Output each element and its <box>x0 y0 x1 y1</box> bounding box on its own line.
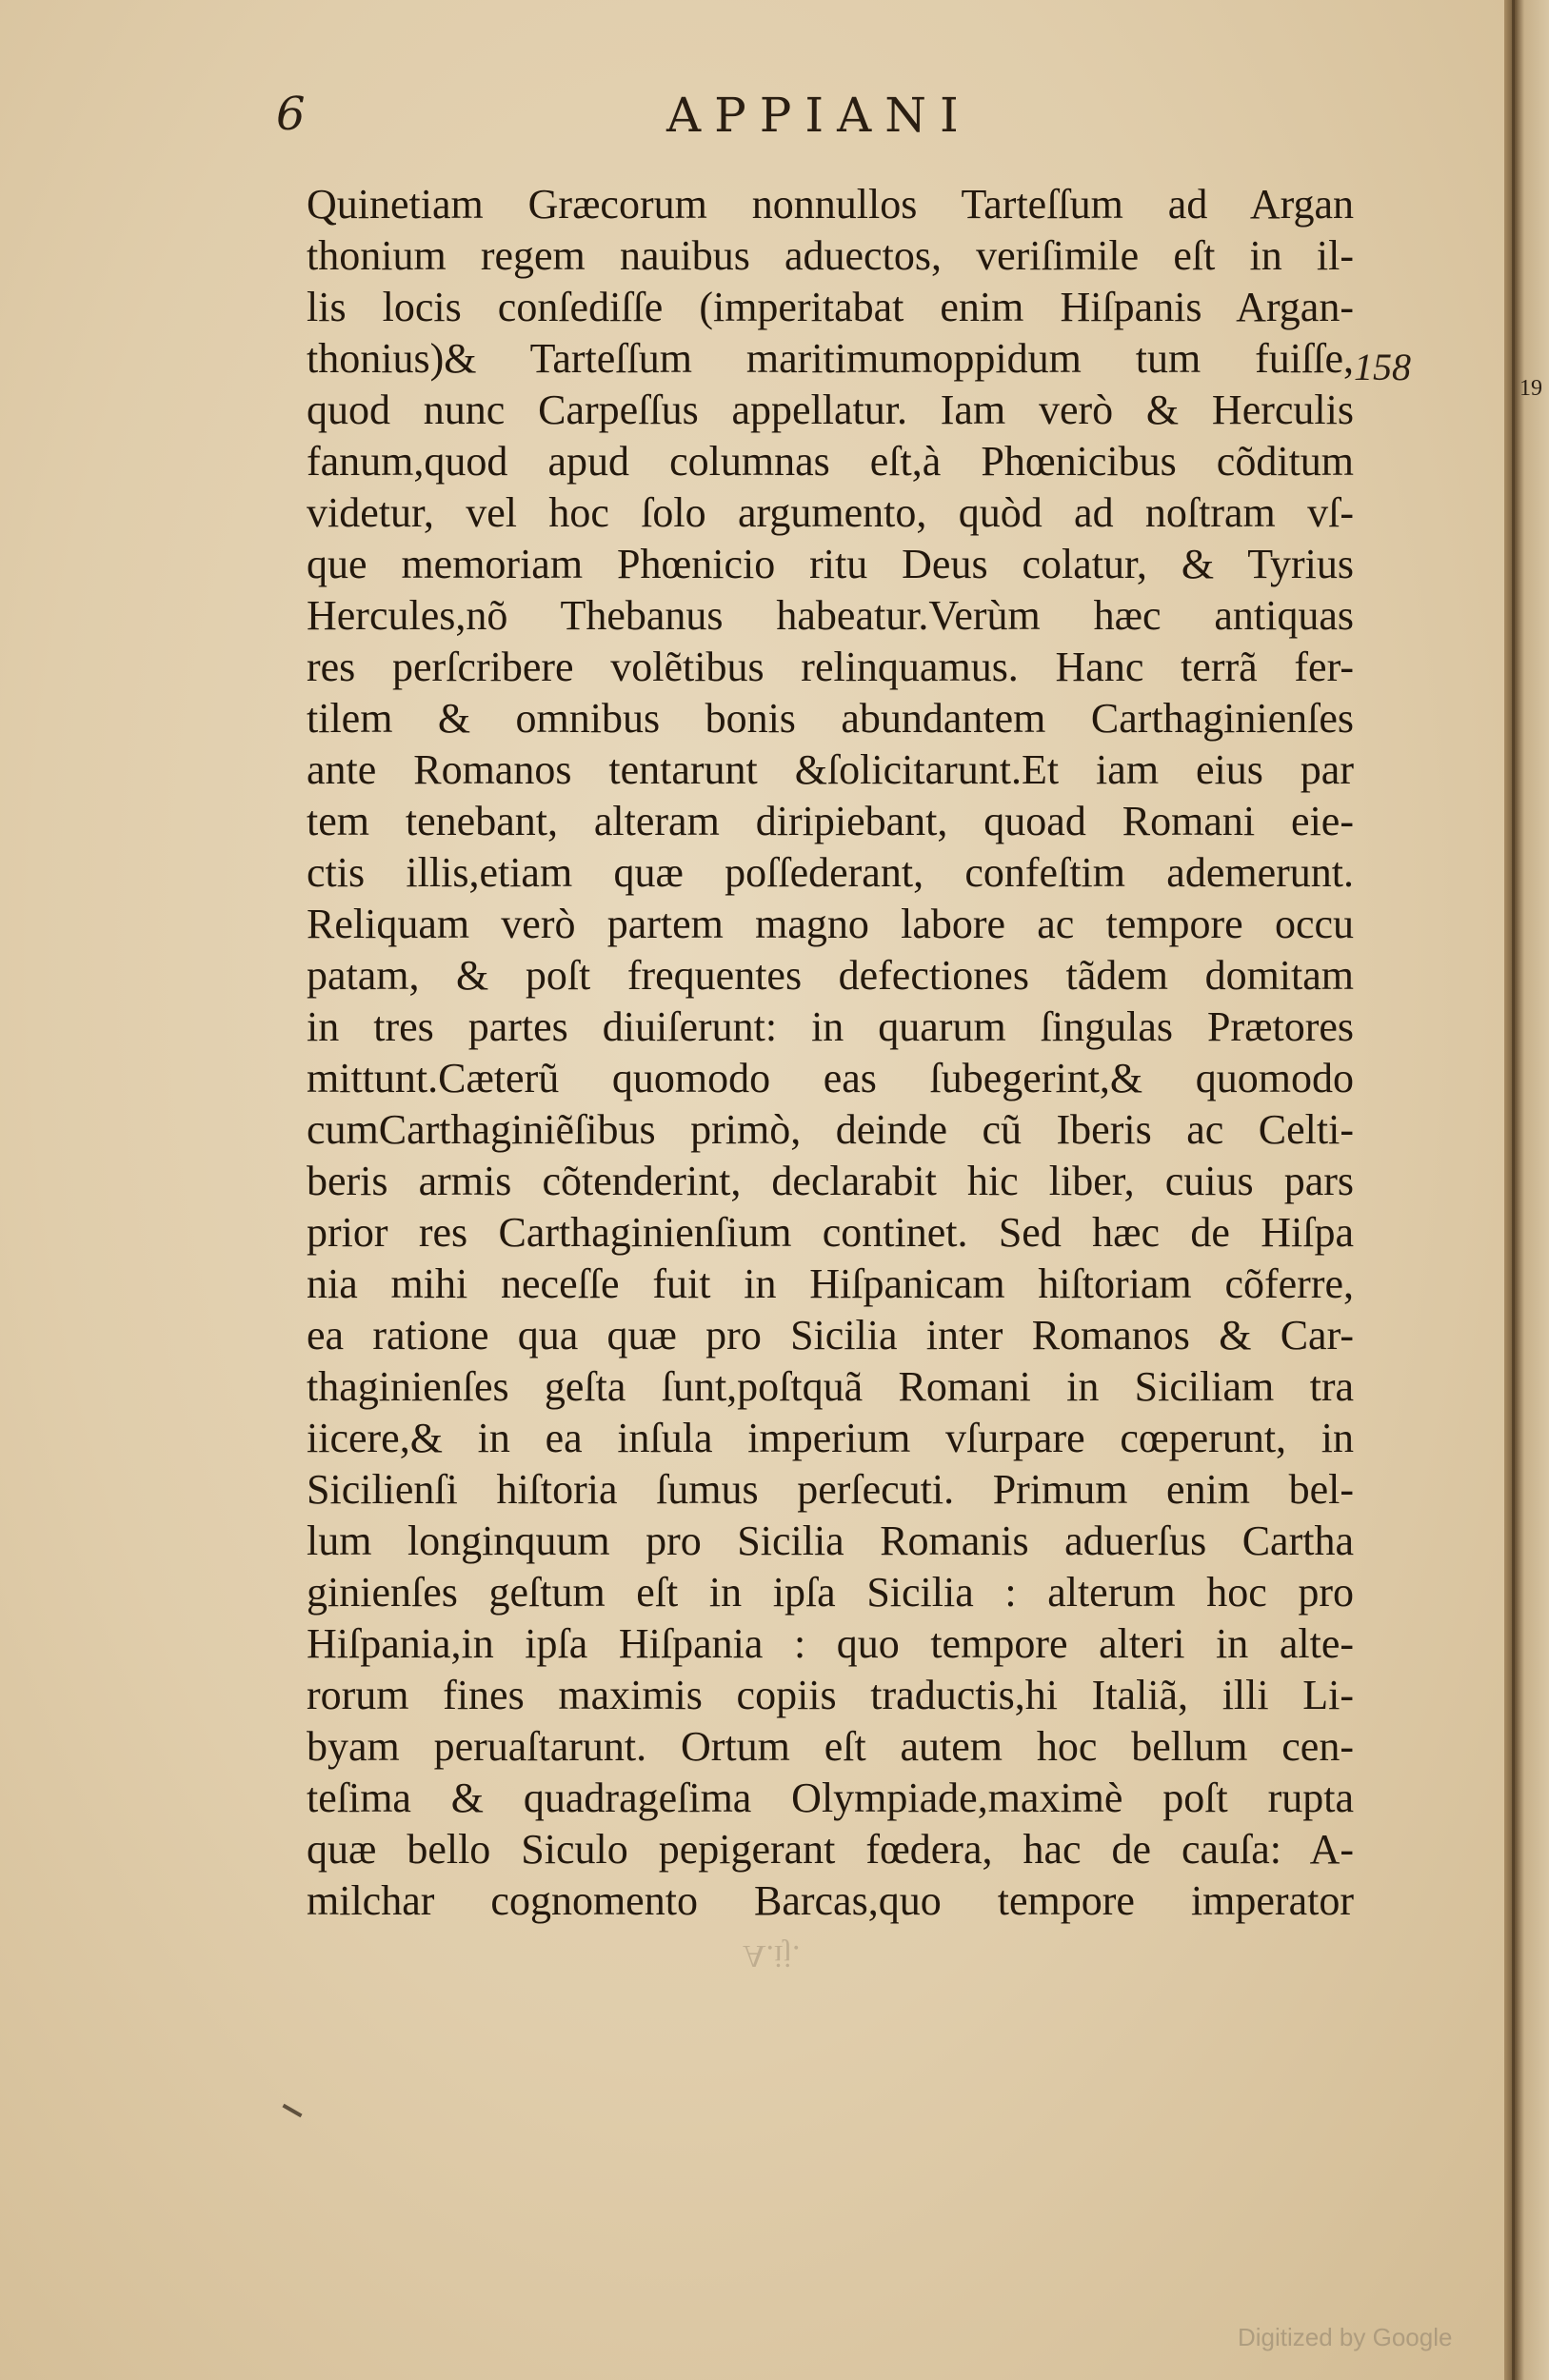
text-line: Hiſpania,in ipſa Hiſpania : quo tempore alteri in alte- <box>307 1620 1354 1667</box>
text-line: videtur, vel hoc ſolo argumento, quòd ad noſtram vſ- <box>307 489 1354 536</box>
text-line: mittunt.Cæterũ quomodo eas ſubegerint,& quomodo <box>307 1055 1354 1101</box>
bleed-through-text: A.ij. <box>743 1938 801 1973</box>
text-line: Reliquam verò partem magno labore ac tempore occu <box>307 901 1354 947</box>
text-line: teſima & quadrageſima Olympiade,maximè poſt rupta <box>307 1775 1354 1821</box>
text-line: rorum fines maximis copiis traductis,hi Italiã, illi Li- <box>307 1672 1354 1718</box>
text-line: quæ bello Siculo pepigerant fœdera, hac de cauſa: A- <box>307 1826 1354 1873</box>
text-line: thonium regem nauibus aduectos, veriſimile eſt in il- <box>307 232 1354 279</box>
text-line: iicere,& in ea inſula imperium vſurpare cœperunt, in <box>307 1415 1354 1461</box>
text-line: quod nunc Carpeſſus appellatur. Iam verò & Herculis <box>307 387 1354 433</box>
edge-note: 19 <box>1519 376 1542 401</box>
text-line: ctis illis,etiam quæ poſſederant, confeſtim ademerunt. <box>307 849 1354 896</box>
text-line: lum longinquum pro Sicilia Romanis aduerſus Cartha <box>307 1517 1354 1564</box>
text-line: Quinetiam Græcorum nonnullos Tarteſſum ad Argan <box>307 181 1354 228</box>
watermark: Digitized by Google <box>1238 2323 1453 2351</box>
text-line: Sicilienſi hiſtoria ſumus perſecuti. Primum enim bel- <box>307 1466 1354 1513</box>
text-line: ea ratione qua quæ pro Sicilia inter Romanos & Car- <box>307 1312 1354 1359</box>
binding-line <box>1512 0 1515 2380</box>
text-line: byam peruaſtarunt. Ortum eſt autem hoc bellum cen- <box>307 1723 1354 1770</box>
text-line: lis locis conſediſſe (imperitabat enim Hiſpanis Argan- <box>307 284 1354 330</box>
text-line: fanum,quod apud columnas eſt,à Phœnicibus cõditum <box>307 438 1354 485</box>
text-line: patam, & poſt frequentes defectiones tãdem domitam <box>307 952 1354 999</box>
text-line: prior res Carthaginienſium continet. Sed hæc de Hiſpa <box>307 1209 1354 1256</box>
text-line: Hercules,nõ Thebanus habeatur.Verùm hæc antiquas <box>307 592 1354 639</box>
text-line: res perſcribere volẽtibus relinquamus. Hanc terrã fer- <box>307 644 1354 690</box>
text-line: que memoriam Phœnicio ritu Deus colatur, & Tyrius <box>307 541 1354 587</box>
text-line: ante Romanos tentarunt &ſolicitarunt.Et iam eius par <box>307 746 1354 793</box>
text-line: tem tenebant, alteram diripiebant, quoad Romani eie- <box>307 798 1354 844</box>
page-title: APPIANI <box>666 88 972 143</box>
text-line: thonius)& Tarteſſum maritimumoppidum tum fuiſſe, <box>307 335 1354 382</box>
text-line: milchar cognomento Barcas,quo tempore imperator <box>307 1877 1354 1924</box>
text-line: in tres partes diuiſerunt: in quarum ſingulas Prætores <box>307 1003 1354 1050</box>
text-line: beris armis cõtenderint, declarabit hic liber, cuius pars <box>307 1158 1354 1204</box>
margin-note: 158 <box>1354 346 1411 388</box>
text-line: ginienſes geſtum eſt in ipſa Sicilia : alterum hoc pro <box>307 1569 1354 1616</box>
page-number: 6 <box>276 88 306 141</box>
text-line: thaginienſes geſta ſunt,poſtquã Romani in Siciliam tra <box>307 1363 1354 1410</box>
body-text <box>307 179 1354 1927</box>
text-line: cumCarthaginiẽſibus primò, deinde cũ Iberis ac Celti- <box>307 1106 1354 1153</box>
text-line: tilem & omnibus bonis abundantem Carthaginienſes <box>307 695 1354 742</box>
running-header <box>276 88 1352 154</box>
text-line: nia mihi neceſſe fuit in Hiſpanicam hiſtoriam cõferre, <box>307 1260 1354 1307</box>
